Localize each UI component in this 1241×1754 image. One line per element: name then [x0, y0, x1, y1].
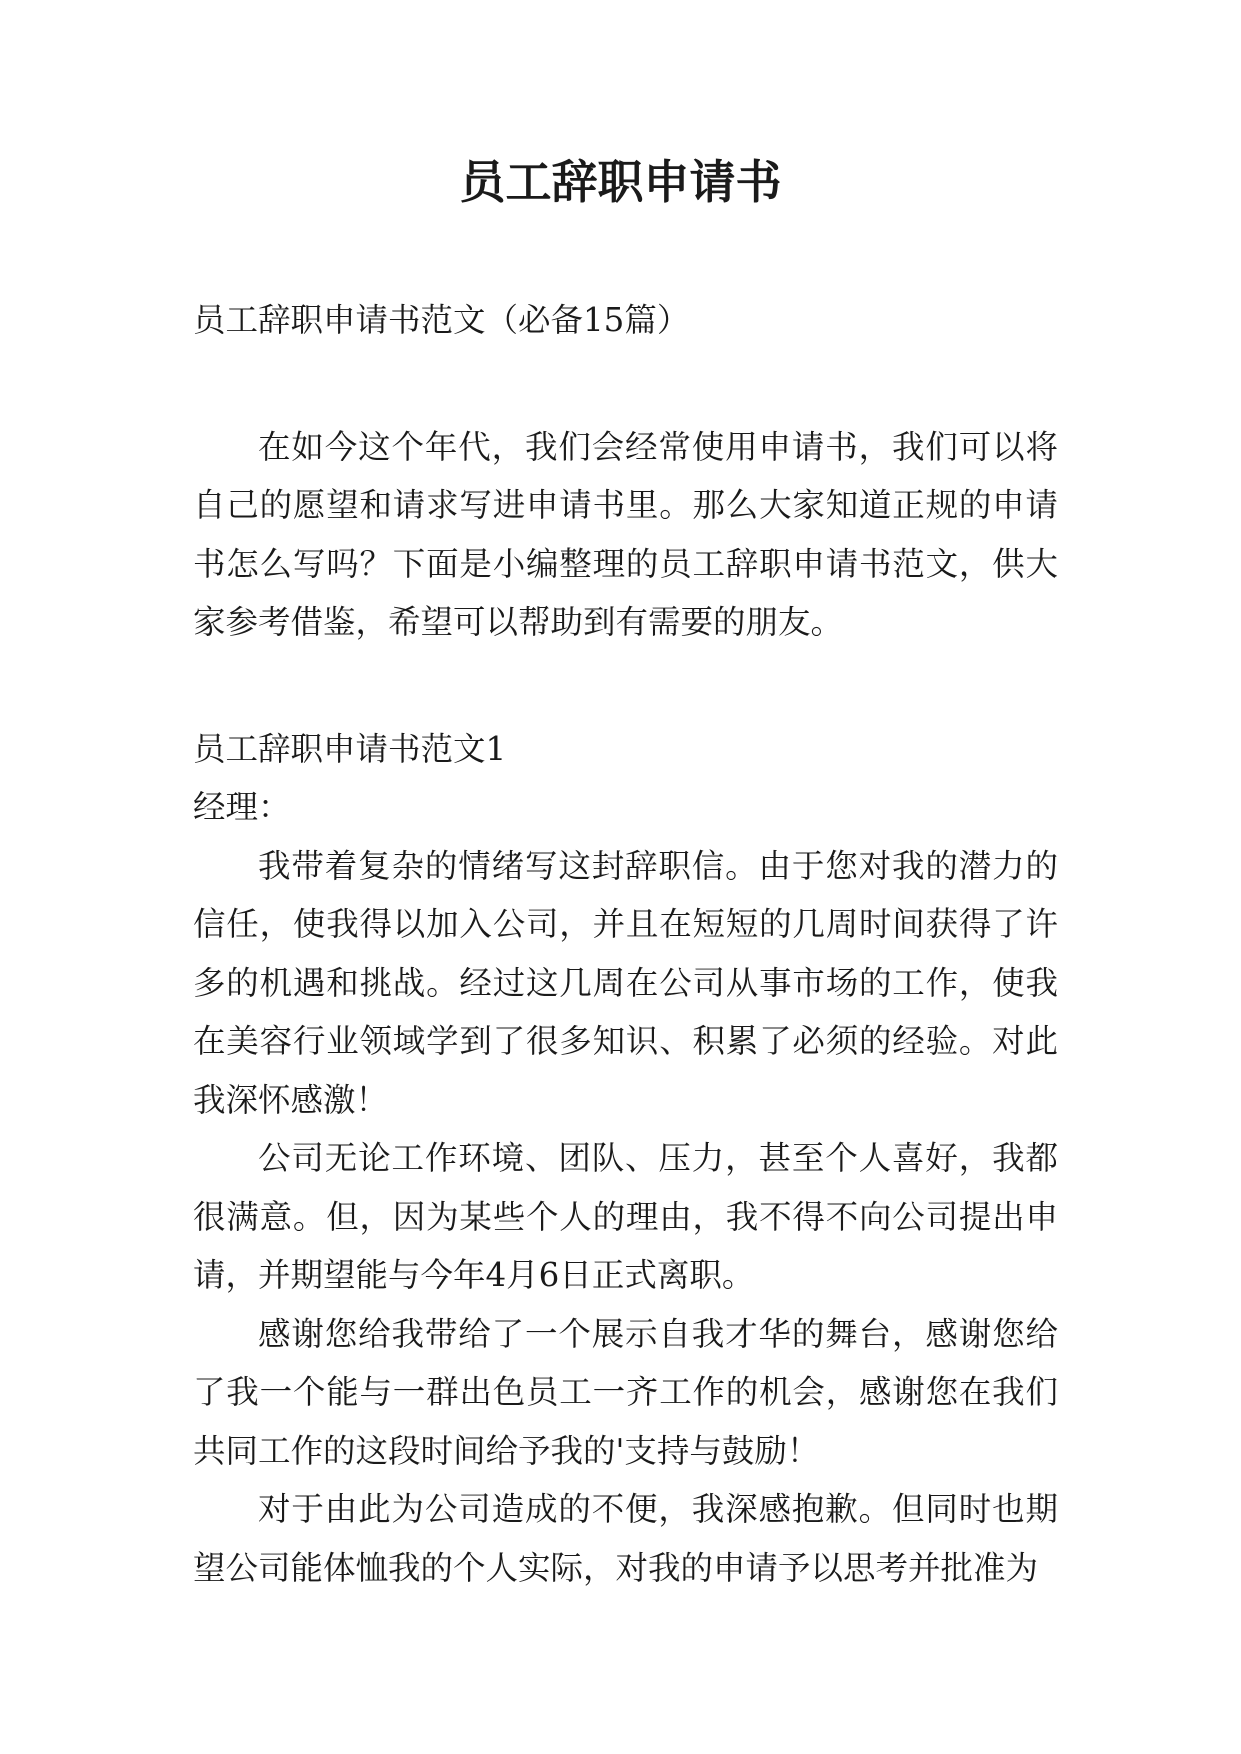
body-paragraph: 感谢您给我带给了一个展示自我才华的舞台，感谢您给了我一个能与一群出色员工一齐工作的机会，感谢您在我们共同工作的这段时间给予我的'支持与鼓励！	[193, 1314, 1058, 1470]
document-body	[193, 291, 1058, 1597]
body-paragraph: 对于由此为公司造成的不便，我深感抱歉。但同时也期望公司能体恤我的个人实际，对我的申请予以思考并批准为	[193, 1490, 1058, 1587]
intro-paragraph: 在如今这个年代，我们会经常使用申请书，我们可以将自己的愿望和请求写进申请书里。那么大家知道正规的申请书怎么写吗？下面是小编整理的员工辞职申请书范文，供大家参考借鉴，希望可以帮助到有需要的朋友。	[193, 427, 1058, 641]
section-heading: 员工辞职申请书范文1	[193, 729, 507, 768]
salutation: 经理：	[193, 788, 291, 826]
body-paragraph: 我带着复杂的情绪写这封辞职信。由于您对我的潜力的信任，使我得以加入公司，并且在短短的几周时间获得了许多的机遇和挑战。经过这几周在公司从事市场的工作，使我在美容行业领域学到了很多知识、积累了必须的经验。对此我深怀感激！	[193, 846, 1058, 1119]
document-subtitle: 员工辞职申请书范文（必备15篇）	[193, 301, 690, 339]
document-title: 员工辞职申请书	[459, 155, 782, 209]
body-paragraph: 公司无论工作环境、团队、压力，甚至个人喜好，我都很满意。但，因为某些个人的理由，我不得不向公司提出申请，并期望能与今年4月6日正式离职。	[193, 1139, 1058, 1294]
